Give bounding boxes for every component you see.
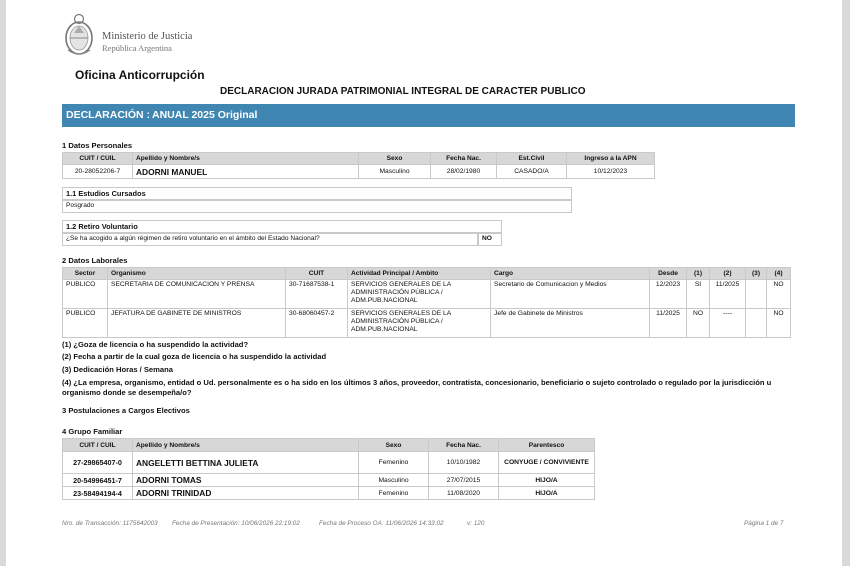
retiro-question: ¿Se ha acogido a algún régimen de retiro voluntario en el ámbito del Estado Nacional? (62, 233, 478, 246)
column-header: (2) (710, 268, 746, 280)
column-header: Ingreso a la APN (567, 153, 655, 165)
table-row (63, 474, 595, 487)
column-header: CUIT (286, 268, 348, 280)
declaration-label: DECLARACIÓN : (66, 109, 150, 121)
name-cell: ANGELETTI BETTINA JULIETA (133, 452, 359, 474)
since-cell: 11/2025 (650, 309, 687, 338)
column-header: Actividad Principal / Ambito (348, 268, 491, 280)
name-cell: ADORNI MANUEL (133, 165, 359, 179)
sex-cell: Femenino (359, 452, 429, 474)
cuit-cell: 30-71687538-1 (286, 280, 348, 309)
note-1: (1) ¿Goza de licencia o ha suspendido la actividad? (62, 340, 249, 349)
section-datos-personales: 1 Datos Personales (62, 141, 133, 150)
table-row (63, 487, 595, 500)
birthdate-cell: 11/08/2020 (429, 487, 499, 500)
cuit-cell: 23-58494194-4 (63, 487, 133, 500)
cuit-cell: 30-68060457-2 (286, 309, 348, 338)
footer-transaction: Nro. de Transacción: 1175642003 (62, 520, 158, 527)
column-header: Sector (63, 268, 108, 280)
name-cell: ADORNI TRINIDAD (133, 487, 359, 500)
note-2: (2) Fecha a partir de la cual goza de licencia o ha suspendido la actividad (62, 352, 327, 361)
name-cell: ADORNI TOMAS (133, 474, 359, 487)
footer-presentation-date: Fecha de Presentación: 10/06/2026 22:19:02 (172, 520, 300, 527)
retiro-answer: NO (478, 233, 502, 246)
column-header: Fecha Nac. (429, 439, 499, 452)
column-header: Parentesco (499, 439, 595, 452)
section-estudios: 1.1 Estudios Cursados (62, 187, 572, 200)
column-header: Sexo (359, 439, 429, 452)
column-header: CUIT / CUIL (63, 153, 133, 165)
cuit-cell: 20-54996451-7 (63, 474, 133, 487)
declaration-banner (62, 104, 795, 127)
column-header: Cargo (491, 268, 650, 280)
section-grupo-familiar: 4 Grupo Familiar (62, 427, 123, 436)
leave-date-cell: ---- (710, 309, 746, 338)
supplier-cell: NO (767, 309, 791, 338)
cuit-cell: 27-29865407-0 (63, 452, 133, 474)
organism-cell: JEFATURA DE GABINETE DE MINISTROS (108, 309, 286, 338)
family-group-table (62, 438, 595, 500)
table-row (63, 280, 791, 309)
document-title: DECLARACION JURADA PATRIMONIAL INTEGRAL DE CARACTER PUBLICO (220, 86, 586, 97)
declaration-value: ANUAL 2025 Original (152, 109, 258, 121)
column-header: Desde (650, 268, 687, 280)
position-cell: Jefe de Gabinete de Ministros (491, 309, 650, 338)
position-cell: Secretario de Comunicacion y Medios (491, 280, 650, 309)
relationship-cell: HIJO/A (499, 487, 595, 500)
birthdate-cell: 10/10/1982 (429, 452, 499, 474)
sector-cell: PUBLICO (63, 309, 108, 338)
activity-cell: SERVICIOS GENERALES DE LA ADMINISTRACIÓN PÚBLICA / ADM.PUB.NACIONAL (348, 309, 491, 338)
column-header: Sexo (359, 153, 431, 165)
column-header: (3) (746, 268, 767, 280)
column-header: (4) (767, 268, 791, 280)
section-postulaciones: 3 Postulaciones a Cargos Electivos (62, 406, 190, 415)
column-header: Fecha Nac. (431, 153, 497, 165)
sex-cell: Femenino (359, 487, 429, 500)
argentina-seal-icon (63, 12, 95, 58)
table-row (63, 309, 791, 338)
column-header: Apellido y Nombre/s (133, 153, 359, 165)
ministry-name: Ministerio de Justicia (102, 31, 193, 42)
civil-status-cell: CASADO/A (497, 165, 567, 179)
footer-page-number: Página 1 de 7 (744, 520, 784, 527)
personal-data-table (62, 152, 655, 179)
supplier-cell: NO (767, 280, 791, 309)
note-3: (3) Dedicación Horas / Semana (62, 365, 173, 374)
since-cell: 12/2023 (650, 280, 687, 309)
hours-cell (746, 309, 767, 338)
sector-cell: PUBLICO (63, 280, 108, 309)
republic-name: República Argentina (102, 43, 172, 53)
leave-cell: SI (687, 280, 710, 309)
organism-cell: SECRETARIA DE COMUNICACION Y PRENSA (108, 280, 286, 309)
section-datos-laborales: 2 Datos Laborales (62, 256, 128, 265)
hours-cell (746, 280, 767, 309)
relationship-cell: HIJO/A (499, 474, 595, 487)
column-header: Apellido y Nombre/s (133, 439, 359, 452)
birthdate-cell: 27/07/2015 (429, 474, 499, 487)
relationship-cell: CONYUGE / CONVIVIENTE (499, 452, 595, 474)
sex-cell: Masculino (359, 165, 431, 179)
section-retiro: 1.2 Retiro Voluntario (62, 220, 502, 233)
leave-cell: NO (687, 309, 710, 338)
table-row (63, 165, 655, 179)
birthdate-cell: 28/02/1980 (431, 165, 497, 179)
table-row (63, 452, 595, 474)
office-title: Oficina Anticorrupción (75, 68, 205, 82)
cuit-cell: 20-28052206-7 (63, 165, 133, 179)
estudios-value: Posgrado (62, 200, 572, 213)
column-header: Organismo (108, 268, 286, 280)
apn-entry-cell: 10/12/2023 (567, 165, 655, 179)
column-header: CUIT / CUIL (63, 439, 133, 452)
document-page (6, 0, 842, 566)
activity-cell: SERVICIOS GENERALES DE LA ADMINISTRACIÓN PÚBLICA / ADM.PUB.NACIONAL (348, 280, 491, 309)
labor-data-table (62, 267, 791, 338)
leave-date-cell: 11/2025 (710, 280, 746, 309)
note-4: (4) ¿La empresa, organismo, entidad o Ud. personalmente es o ha sido en los últimos 3 años, proveedor, contratista, concesionario, beneficiario o sujeto controlado o regulado por la jurisdicción u organismo donde se desempeña/o? (62, 378, 772, 397)
column-header: Est.Civil (497, 153, 567, 165)
sex-cell: Masculino (359, 474, 429, 487)
column-header: (1) (687, 268, 710, 280)
footer-process-date: Fecha de Proceso OA: 11/06/2026 14:33:02 (319, 520, 444, 527)
footer-version: v: 120 (467, 520, 485, 527)
